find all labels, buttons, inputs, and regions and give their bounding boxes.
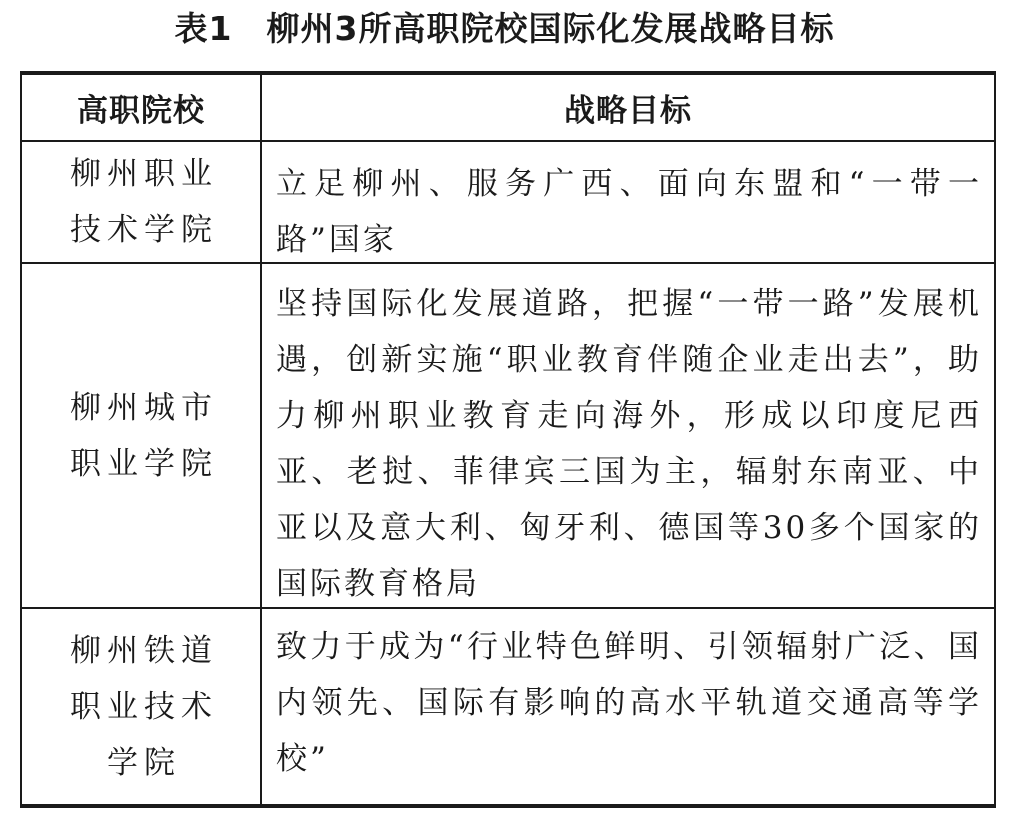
goal-cell — [262, 142, 994, 262]
header-cell-goal — [262, 75, 994, 140]
goal-text: 立足柳州、服务广西、面向东盟和“一带一路”国家 — [276, 166, 982, 258]
goal-text: 致力于成为“行业特色鲜明、引领辐射广泛、国内领先、国际有影响的高水平轨道交通高等学校” — [276, 629, 982, 777]
table-row — [22, 607, 994, 804]
header-school-label: 高职院校 — [77, 93, 205, 129]
header-goal-label: 战略目标 — [564, 93, 692, 129]
goal-cell — [262, 264, 994, 607]
school-name: 柳州铁道职业技术学院 — [70, 632, 218, 781]
goal-cell — [262, 609, 994, 804]
school-name: 柳州职业技术学院 — [70, 156, 218, 248]
goal-text: 坚持国际化发展道路，把握“一带一路”发展机遇，创新实施“职业教育伴随企业走出去”，助力柳州职业教育走向海外，形成以印度尼西亚、老挝、菲律宾三国为主，辐射东南亚、中亚以及意大利、匈牙利、德国等30多个国家的国际教育格局 — [276, 286, 982, 602]
school-cell — [22, 142, 262, 262]
strategy-table — [20, 71, 996, 808]
school-cell — [22, 264, 262, 607]
header-cell-school — [22, 75, 262, 140]
table-caption: 表1 柳州3所高职院校国际化发展战略目标 — [174, 9, 835, 48]
school-cell — [22, 609, 262, 804]
school-name: 柳州城市职业学院 — [70, 389, 218, 482]
table-row — [22, 262, 994, 607]
table-row — [22, 140, 994, 262]
table-header-row — [22, 75, 994, 140]
